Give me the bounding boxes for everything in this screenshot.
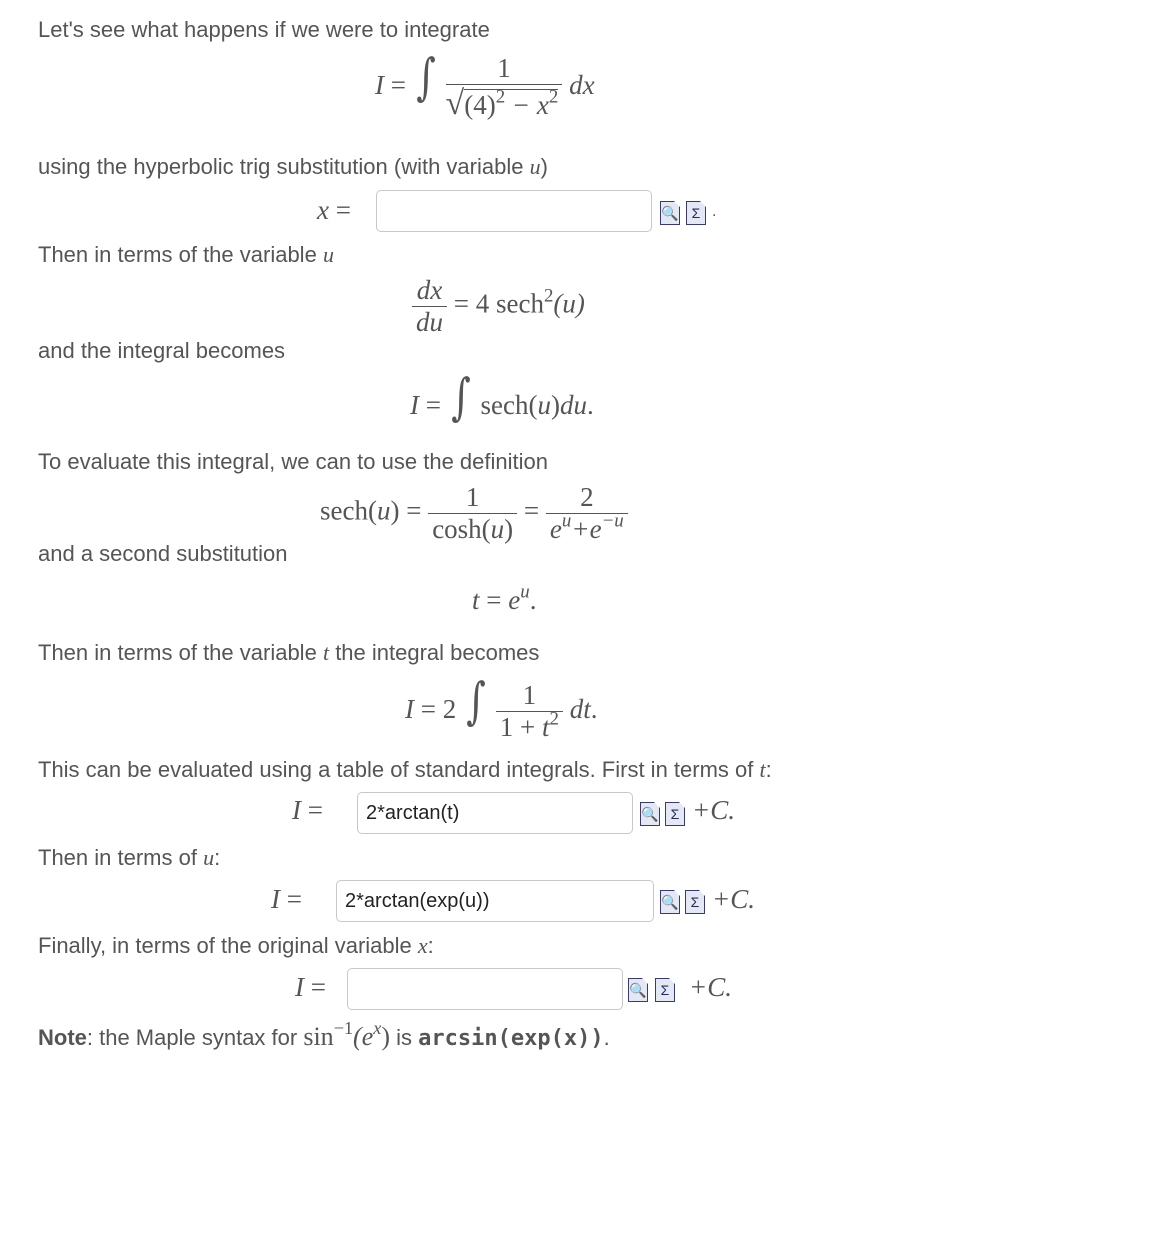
exponent: 2 — [548, 86, 559, 108]
integral-equation-2: I = ∫ sech(u)du. — [410, 368, 594, 426]
I-label-x: I = — [295, 972, 326, 1002]
t-substitution: $t = e^u$. — [472, 581, 537, 615]
denominator: $1 + t^2$ — [496, 711, 563, 743]
plus-c: +C. — [692, 795, 735, 825]
argument: (u) — [553, 288, 585, 319]
derivative-equation — [412, 275, 585, 338]
equation-editor-icon[interactable]: Σ — [665, 802, 685, 826]
numerator: 1 — [465, 482, 480, 512]
equation-editor-icon[interactable]: Σ — [685, 890, 705, 914]
sqrt-term-a: (4) — [464, 89, 496, 120]
x-label: x = — [317, 195, 351, 225]
exponent: 2 — [543, 285, 554, 307]
intro-text: Let's see what happens if we were to integrate — [38, 17, 490, 42]
integral-becomes-text: and the integral becomes — [38, 338, 286, 363]
answer-input-x[interactable] — [347, 968, 623, 1010]
preview-icon[interactable]: 🔍 — [660, 201, 680, 225]
integral-equation-3: I = 2 ∫ $\frac{1}{1 + t^2}$ dt. — [405, 672, 598, 743]
preview-icon[interactable]: 🔍 — [640, 802, 660, 826]
answer-input-u[interactable]: 2*arctan(exp(u)) — [336, 880, 654, 922]
I-label-u: I = — [271, 884, 302, 914]
terms-of-u-text: Then in terms of u: — [38, 845, 221, 870]
x-substitution-input[interactable] — [376, 190, 652, 232]
substitution-text: using the hyperbolic trig substitution (with variable u) — [38, 154, 548, 179]
sqrt-term-b: − x — [511, 89, 549, 120]
fraction — [446, 53, 563, 123]
exponent: 2 — [495, 86, 506, 108]
variable-t-text: Then in terms of the variable t the integral becomes — [38, 640, 540, 665]
preview-icon[interactable]: 🔍 — [660, 890, 680, 914]
equals-sign: = — [390, 70, 406, 100]
equation-editor-icon[interactable]: Σ — [686, 201, 706, 225]
equation-editor-icon[interactable]: Σ — [655, 978, 675, 1002]
answer-input-t[interactable]: 2*arctan(t) — [357, 792, 633, 834]
preview-icon[interactable]: 🔍 — [628, 978, 648, 1002]
plus-c: +C. — [689, 972, 732, 1002]
variable-u-text: Then in terms of the variable u — [38, 242, 334, 267]
numerator: 2 — [580, 482, 594, 512]
denominator: du — [412, 306, 447, 338]
denominator: cosh(u) — [428, 513, 517, 545]
original-variable-text: Finally, in terms of the original variable x: — [38, 933, 434, 958]
numerator: 1 — [497, 52, 511, 83]
denominator: $e^u+e^{-u}$ — [546, 513, 628, 545]
table-text: This can be evaluated using a table of standard integrals. First in terms of t: — [38, 757, 772, 782]
period: . — [712, 203, 717, 220]
dx: dx — [569, 70, 595, 100]
I-label-t: I = — [292, 795, 323, 825]
numerator: 1 — [522, 680, 537, 711]
numerator: dx — [416, 275, 443, 305]
rhs: 4 sech — [475, 288, 544, 319]
definition-text: To evaluate this integral, we can to use the definition — [38, 449, 548, 474]
integral-sign: ∫ — [415, 48, 436, 106]
equals-sign: = — [453, 288, 469, 319]
note: Note: the Maple syntax for $\sin^{-1}(e^x)$ is arcsin(exp(x)). — [38, 1018, 610, 1051]
second-sub-text: and a second substitution — [38, 541, 288, 566]
plus-c: +C. — [712, 884, 755, 914]
integral-equation-1 — [375, 48, 595, 123]
denominator: $√(4)^2 - x^2$ — [446, 84, 563, 123]
I-symbol: I — [375, 70, 384, 100]
sech-definition: sech(u) = $\frac{1}{\cosh(u)}$ = $\frac{2}{e^u+e^{-u}}$ — [320, 482, 628, 545]
